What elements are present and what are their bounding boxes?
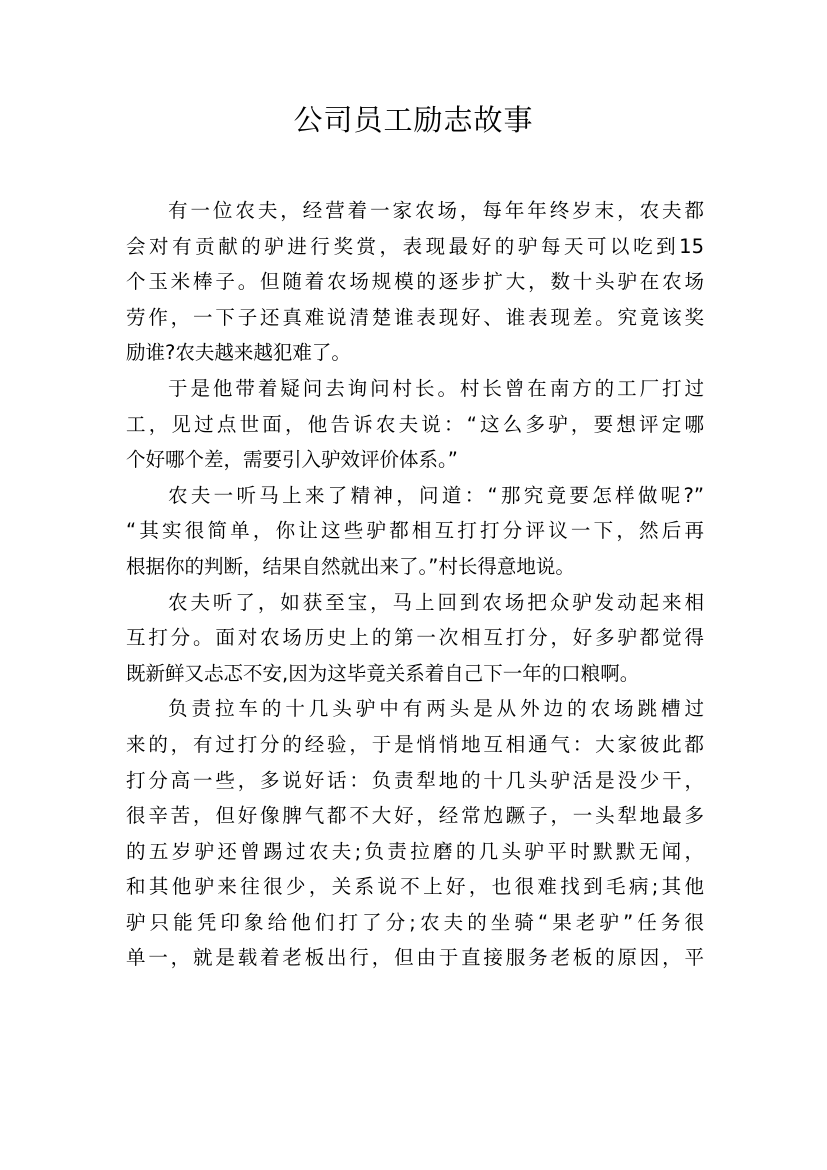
text-line: 根据你的判断，结果自然就出来了。”村长得意地说。 <box>126 554 575 578</box>
text-line: 互打分。面对农场历史上的第一次相互打分，好多驴都觉得 <box>126 626 704 650</box>
text-line: 会对有贡献的驴进行奖赏，表现最好的驴每天可以吃到15 <box>126 234 704 258</box>
text-line: 打分高一些，多说好话：负责犁地的十几头驴活是没少干， <box>126 768 704 792</box>
text-line: 农夫听了，如获至宝，马上回到农场把众驴发动起来相 <box>168 590 704 614</box>
text-line: 农夫一听马上来了精神，问道：“那究竟要怎样做呢?” <box>168 483 704 507</box>
text-line: 和其他驴来往很少，关系说不上好，也很难找到毛病;其他 <box>126 875 704 899</box>
text-line: 来的，有过打分的经验，于是悄悄地互相通气：大家彼此都 <box>126 732 704 756</box>
text-line: 很辛苦，但好像脾气都不大好，经常尥蹶子，一头犁地最多 <box>126 804 704 828</box>
text-line: 既新鲜又忐忑不安,因为这毕竟关系着自己下一年的口粮啊。 <box>126 661 640 685</box>
text-line: 单一，就是载着老板出行，但由于直接服务老板的原因，平 <box>126 946 704 970</box>
text-line: “其实很简单，你让这些驴都相互打打分评议一下，然后再 <box>126 519 704 543</box>
text-line: 个好哪个差，需要引入驴效评价体系。” <box>126 448 458 472</box>
text-line: 于是他带着疑问去询问村长。村长曾在南方的工厂打过 <box>168 376 704 400</box>
text-line: 负责拉车的十几头驴中有两头是从外边的农场跳槽过 <box>168 697 704 721</box>
document-title: 公司员工励志故事 <box>293 103 534 137</box>
text-line: 劳作，一下子还真难说清楚谁表现好、谁表现差。究竟该奖 <box>126 305 704 329</box>
text-line: 个玉米棒子。但随着农场规模的逐步扩大，数十头驴在农场 <box>126 270 704 294</box>
text-line: 有一位农夫，经营着一家农场，每年年终岁末，农夫都 <box>168 199 704 222</box>
text-line: 励谁?农夫越来越犯难了。 <box>126 341 351 365</box>
text-line: 驴只能凭印象给他们打了分;农夫的坐骑“果老驴”任务很 <box>126 910 704 934</box>
text-line: 的五岁驴还曾踢过农夫;负责拉磨的几头驴平时默默无闻， <box>126 839 704 863</box>
text-line: 工，见过点世面，他告诉农夫说：“这么多驴，要想评定哪 <box>126 412 704 436</box>
document-body <box>126 193 704 976</box>
